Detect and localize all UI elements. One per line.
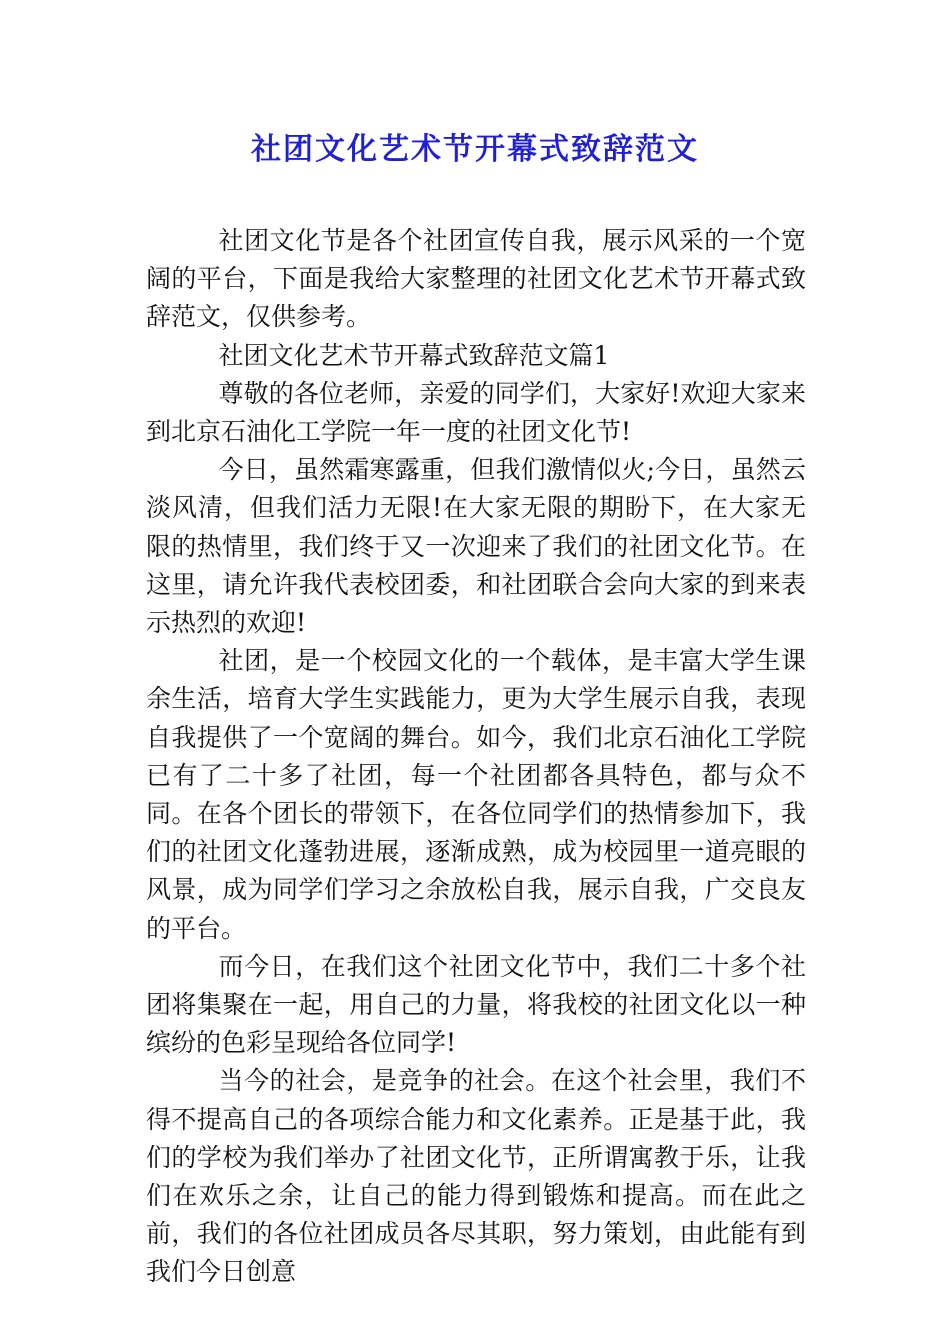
document-body	[146, 222, 806, 1292]
body-paragraph: 社团，是一个校园文化的一个载体，是丰富大学生课余生活，培育大学生实践能力，更为大学生展示自我，表现自我提供了一个宽阔的舞台。如今，我们北京石油化工学院已有了二十多了社团，每一个社团都各具特色，都与众不同。在各个团长的带领下，在各位同学们的热情参加下，我们的社团文化蓬勃进展，逐渐成熟，成为校园里一道亮眼的风景，成为同学们学习之余放松自我，展示自我，广交良友的平台。	[146, 646, 806, 943]
document-title: 社团文化艺术节开幕式致辞范文	[251, 132, 699, 167]
body-paragraph: 今日，虽然霜寒露重，但我们激情似火;今日，虽然云淡风清，但我们活力无限!在大家无限的期盼下，在大家无限的热情里，我们终于又一次迎来了我们的社团文化节。在这里，请允许我代表校团委，和社团联合会向大家的到来表示热烈的欢迎!	[146, 455, 806, 638]
intro-paragraph: 社团文化节是各个社团宣传自我，展示风采的一个宽阔的平台，下面是我给大家整理的社团文化艺术节开幕式致辞范文，仅供参考。	[146, 226, 806, 332]
body-paragraph: 尊敬的各位老师，亲爱的同学们，大家好!欢迎大家来到北京石油化工学院一年一度的社团文化节!	[146, 378, 806, 447]
section-heading: 社团文化艺术节开幕式致辞范文篇1	[218, 340, 610, 370]
body-paragraph: 当今的社会，是竞争的社会。在这个社会里，我们不得不提高自己的各项综合能力和文化素养。正是基于此，我们的学校为我们举办了社团文化节，正所谓寓教于乐，让我们在欢乐之余，让自己的能力得到锻炼和提高。而在此之前，我们的各位社团成员各尽其职，努力策划，由此能有到我们今日创意	[146, 1066, 806, 1287]
body-paragraph: 而今日，在我们这个社团文化节中，我们二十多个社团将集聚在一起，用自己的力量，将我校的社团文化以一种缤纷的色彩呈现给各位同学!	[146, 951, 806, 1058]
